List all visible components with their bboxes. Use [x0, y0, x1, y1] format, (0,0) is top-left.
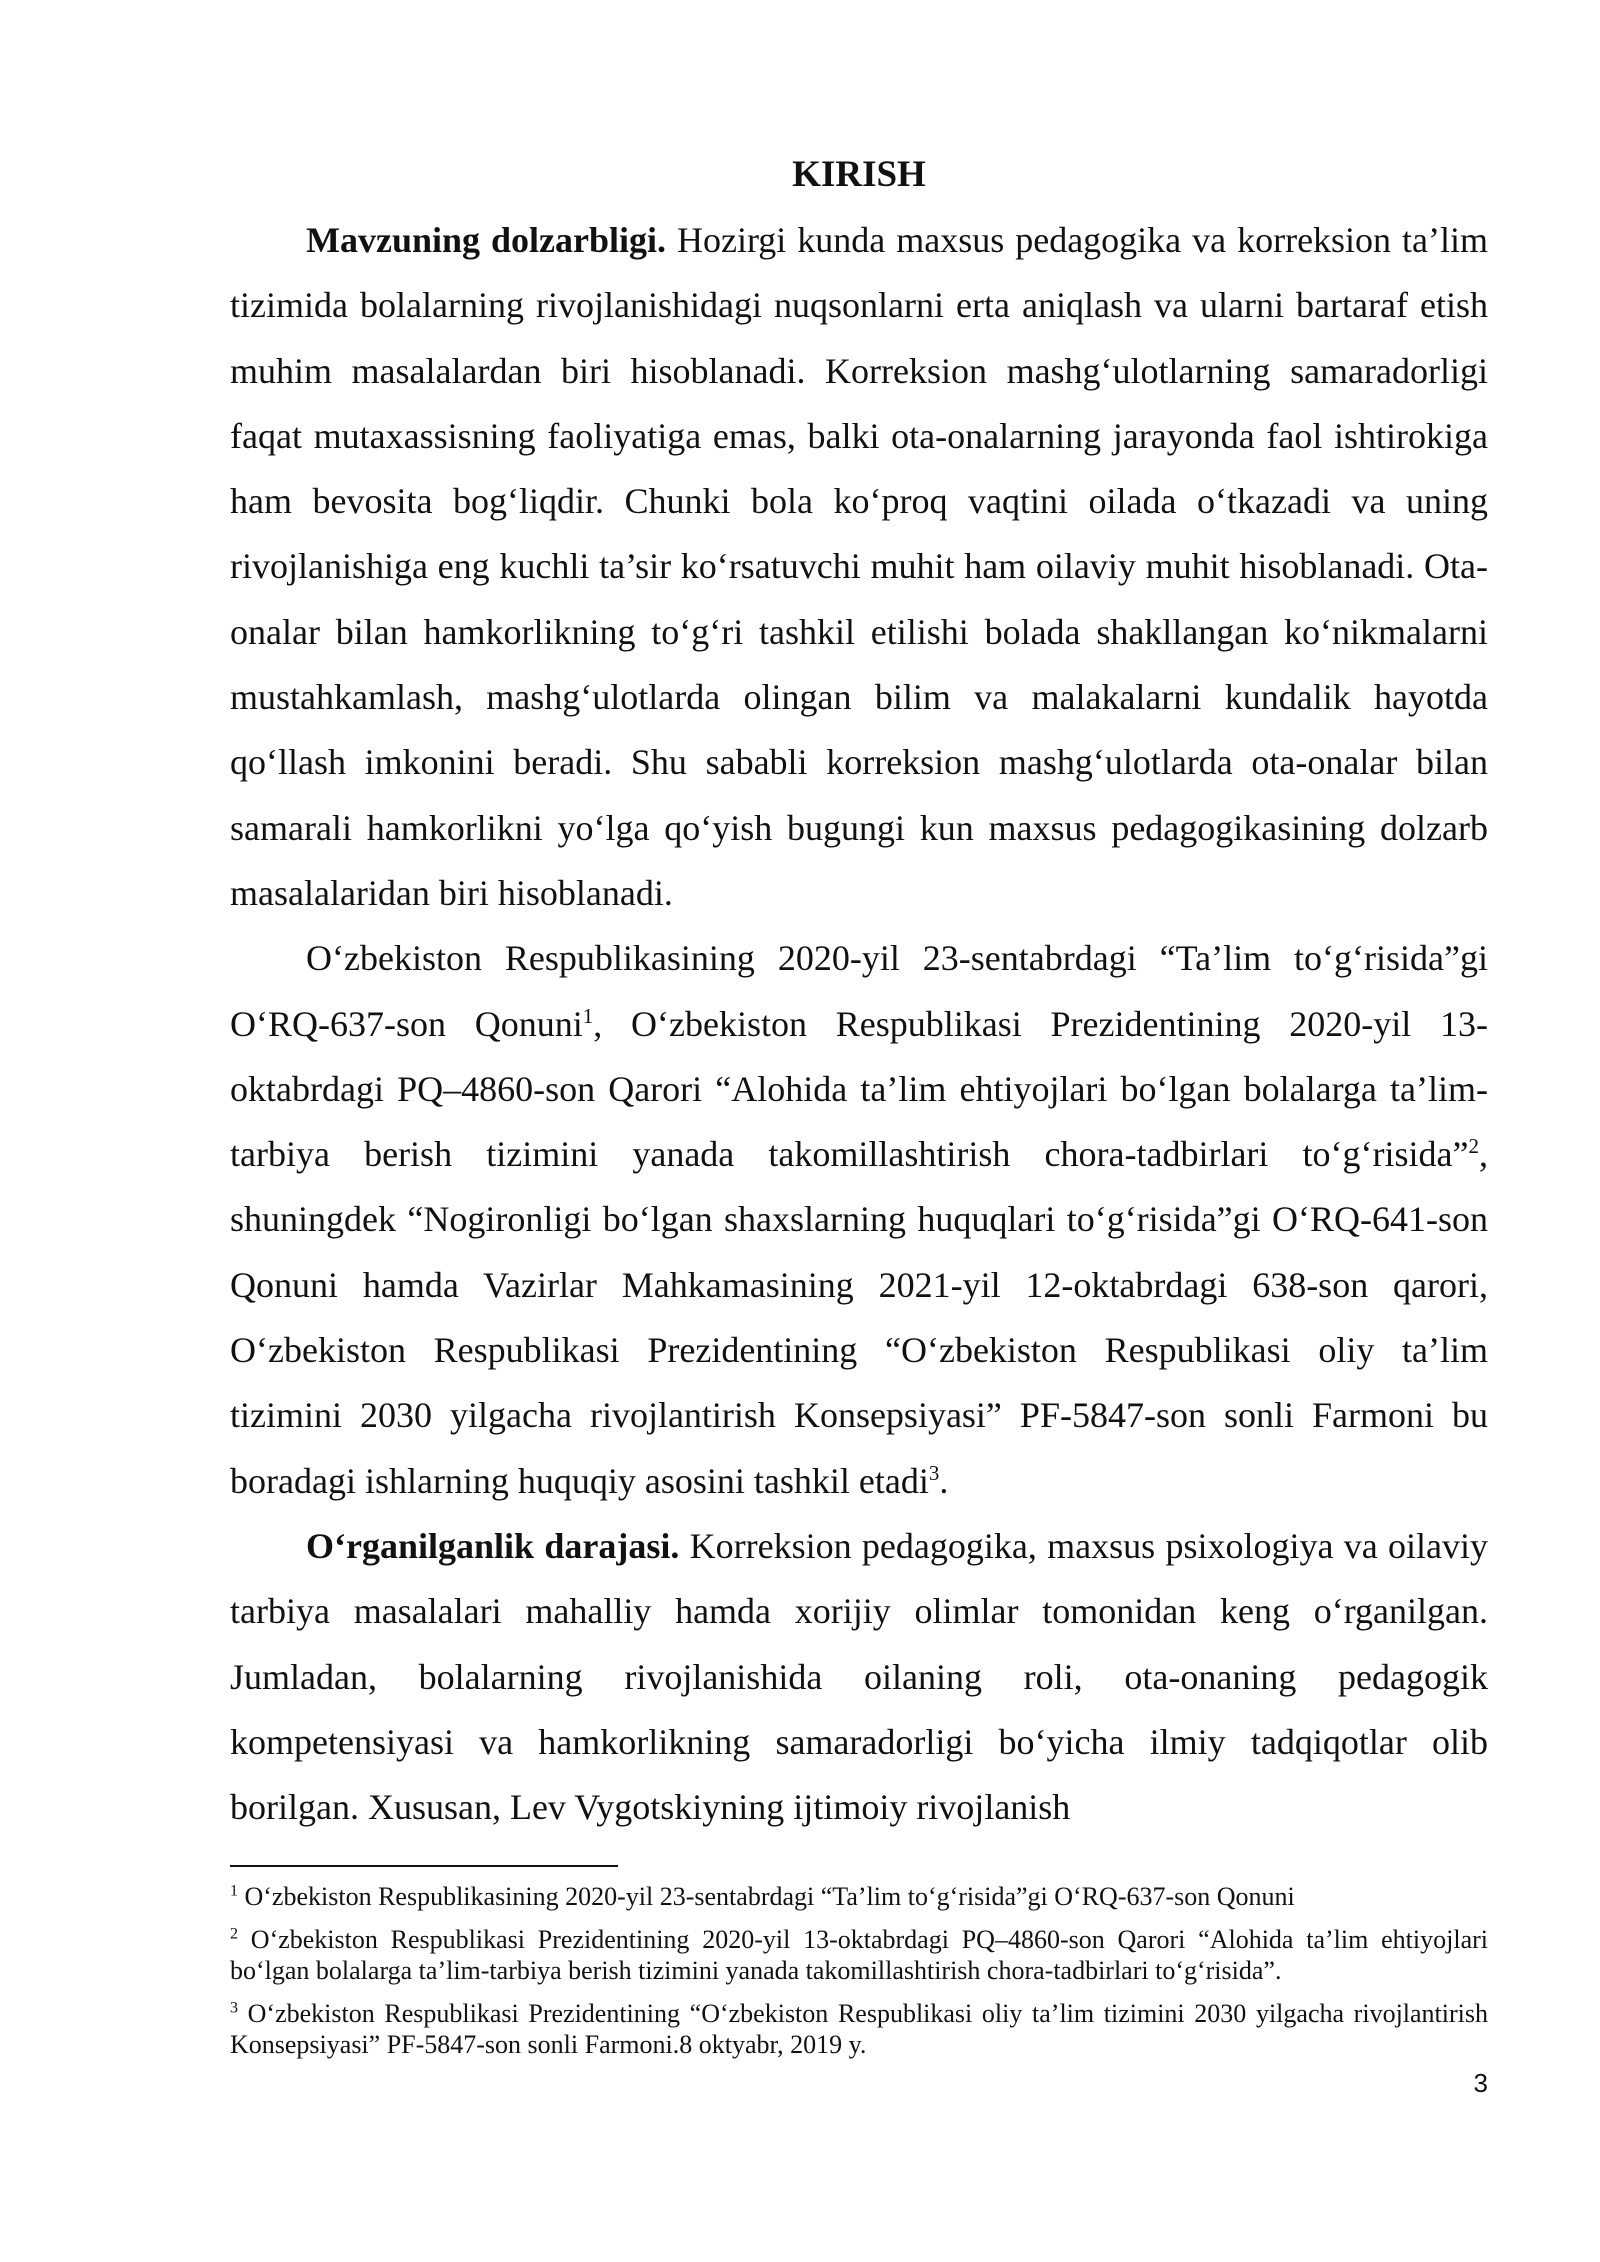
paragraph-text: , shuningdek “Nogironligi bo‘lgan shaxslarning huquqlari to‘g‘risida”gi O‘RQ-641-son Qonuni hamda Vazirlar Mahkamasining 2021-yil 12-oktabrdagi 638-son qarori, O‘zbekiston Respublikasi Prezidentining “O‘zbekiston Respublikasi oliy ta’lim tizimini 2030 yilgacha rivojlantirish Konsepsiyasi” PF-5847-son sonli Farmoni bu boradagi ishlarning huquqiy asosini tashkil etadi [230, 1134, 1488, 1501]
footnote-divider [230, 1865, 618, 1867]
paragraph-legal-basis [230, 926, 1488, 1514]
paragraph-text: Hozirgi kunda maxsus pedagogika va korreksion ta’lim tizimida bolalarning rivojlanishidagi nuqsonlarni erta aniqlash va ularni bartaraf etish muhim masalalardan biri hisoblanadi. Korreksion mashg‘ulotlarning samaradorligi faqat mutaxassisning faoliyatiga emas, balki ota-onalarning jarayonda faol ishtirokiga ham bevosita bog‘liqdir. Chunki bola ko‘proq vaqtini oilada o‘tkazadi va uning rivojlanishiga eng kuchli ta’sir ko‘rsatuvchi muhit ham oilaviy muhit hisoblanadi. Ota-onalar bilan hamkorlikning to‘g‘ri tashkil etilishi bolada shakllangan ko‘nikmalarni mustahkamlash, mashg‘ulotlarda olingan bilim va malakalarni kundalik hayotda qo‘llash imkonini beradi. Shu sababli korreksion mashg‘ulotlarda ota-onalar bilan samarali hamkorlikni yo‘lga qo‘yish bugungi kun maxsus pedagogikasining dolzarb masalalaridan biri hisoblanadi. [230, 220, 1489, 913]
footnote-1 [230, 1881, 1488, 1912]
footnote-text: O‘zbekiston Respublikasi Prezidentining “O‘zbekiston Respublikasi oliy ta’lim tizimini 2030 yilgacha rivojlantirish Konsepsiyasi” PF-5847-son sonli Farmoni.8 oktyabr, 2019 y. [230, 1999, 1489, 2059]
paragraph-research-level [230, 1514, 1488, 1840]
paragraph-lead: O‘rganilganlik darajasi. [306, 1525, 680, 1566]
footnote-ref[interactable]: 2 [1468, 1134, 1479, 1159]
footnote-ref[interactable]: 1 [582, 1003, 594, 1028]
section-title: KIRISH [792, 154, 926, 195]
page-number: 3 [1473, 2068, 1488, 2098]
body-text [230, 148, 1488, 1840]
footnote-marker: 1 [230, 1882, 238, 1900]
footnote-marker: 3 [230, 1999, 238, 2017]
footnote-text: O‘zbekiston Respublikasi Prezidentining 2020-yil 13-oktabrdagi PQ–4860-son Qarori “Alohida ta’lim ehtiyojlari bo‘lgan bolalarga ta’lim-tarbiya berish tizimini yanada takomillashtirish chora-tadbirlari to‘g‘risida”. [230, 1925, 1488, 1985]
footnote-2 [230, 1924, 1488, 1986]
footnote-marker: 2 [230, 1925, 238, 1943]
paragraph-text: O‘zbekiston Respublikasining 2020-yil 23-sentabrdagi “Ta’lim to‘g‘risida”gi O‘RQ-637-son Qonuni [230, 938, 1488, 1044]
paragraph-text: Korreksion pedagogika, maxsus psixologiya va oilaviy tarbiya masalalari mahalliy hamda xorijiy olimlar tomonidan keng o‘rganilgan. Jumladan, bolalarning rivojlanishida oilaning roli, ota-onaning pedagogik kompetensiyasi va hamkorlikning samaradorligi bo‘yicha ilmiy tadqiqotlar olib borilgan. Xususan, Lev Vygotskiyning ijtimoiy rivojlanish [230, 1525, 1488, 1828]
paragraph-lead: Mavzuning dolzarbligi. [306, 220, 667, 260]
footnote-text: O‘zbekiston Respublikasining 2020-yil 23-sentabrdagi “Ta’lim to‘g‘risida”gi O‘RQ-637-son Qonuni [244, 1882, 1295, 1911]
paragraph-text: , O‘zbekiston Respublikasi Prezidentining 2020-yil 13-oktabrdagi PQ–4860-son Qarori “Alohida ta’lim ehtiyojlari bo‘lgan bolalarga ta’lim-tarbiya berish tizimini yanada takomillashtirish chora-tadbirlari to‘g‘risida” [230, 1003, 1489, 1175]
footnote-3 [230, 1998, 1488, 2060]
paragraph-relevance [230, 208, 1488, 926]
footnote-ref[interactable]: 3 [928, 1460, 940, 1485]
footnotes-section [230, 1865, 1488, 2072]
paragraph-text: . [939, 1460, 949, 1501]
